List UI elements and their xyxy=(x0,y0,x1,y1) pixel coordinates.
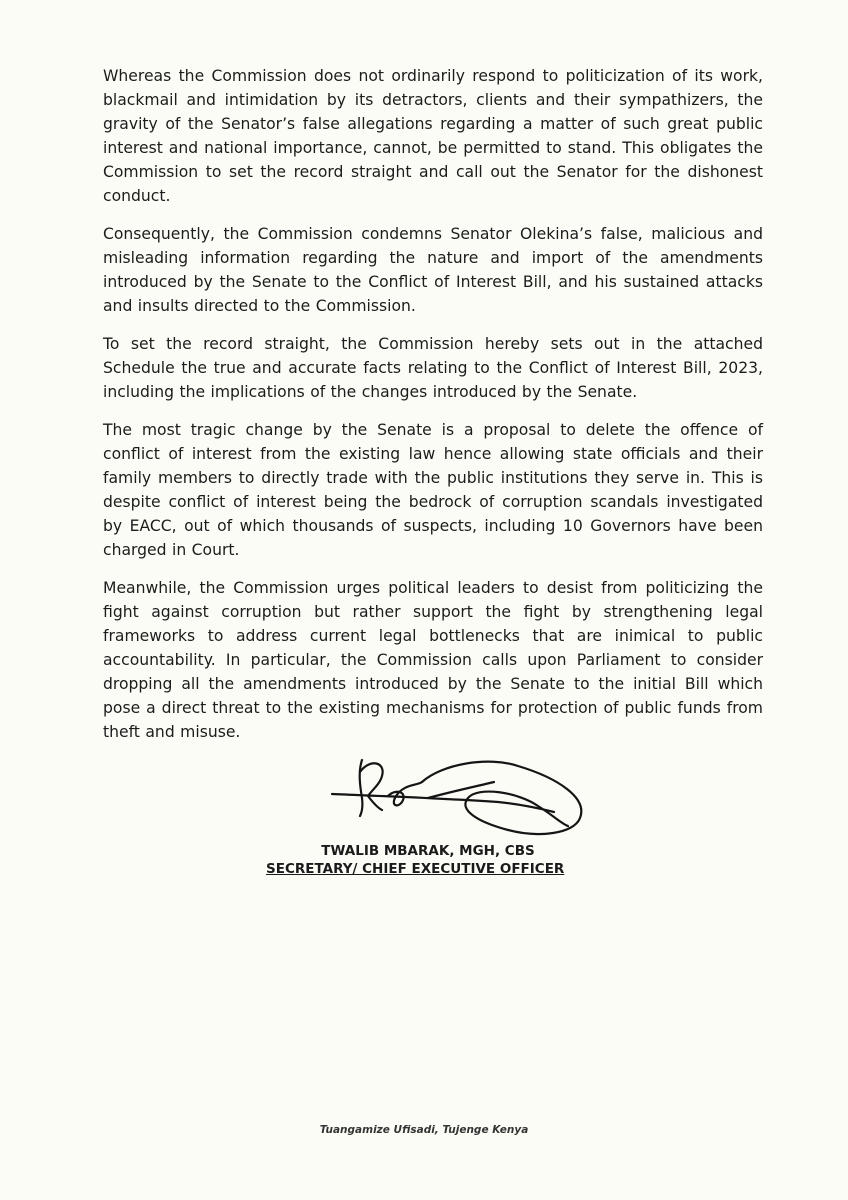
paragraph-1: Whereas the Commission does not ordinarily respond to politicization of its work, blackmail and intimidation by its detractors, clients and their sympathizers, the gravity of the Senator’s false allegations regarding a matter of such great public interest and national importance, cannot, be permitted to stand. This obligates the Commission to set the record straight and call out the Senator for the dishonest conduct. xyxy=(103,67,763,205)
paragraph-3: To set the record straight, the Commission hereby sets out in the attached Schedule the true and accurate facts relating to the Conflict of Interest Bill, 2023, including the implications of the changes introduced by the Senate. xyxy=(103,335,763,401)
signatory-name: TWALIB MBARAK, MGH, CBS xyxy=(321,843,535,859)
paragraph-2: Consequently, the Commission condemns Senator Olekina’s false, malicious and misleading information regarding the nature and import of the amendments introduced by the Senate to the Conflict of Interest Bill, and his sustained attacks and insults directed to the Commission. xyxy=(103,225,763,315)
handwritten-signature xyxy=(318,752,608,852)
footer-motto: Tuangamize Ufisadi, Tujenge Kenya xyxy=(319,1124,529,1136)
paragraph-4: The most tragic change by the Senate is a proposal to delete the offence of conflict of interest from the existing law hence allowing state officials and their family members to directly trade with the public institutions they serve in. This is despite conflict of interest being the bedrock of corruption scandals investigated by EACC, out of which thousands of suspects, including 10 Governors have been charged in Court. xyxy=(103,421,763,559)
document-body xyxy=(103,64,763,758)
signatory-title: SECRETARY/ CHIEF EXECUTIVE OFFICER xyxy=(266,861,565,877)
paragraph-5: Meanwhile, the Commission urges political leaders to desist from politicizing the fight against corruption but rather support the fight by strengthening legal frameworks to address current legal bottlenecks that are inimical to public accountability. In particular, the Commission calls upon Parliament to consider dropping all the amendments introduced by the Senate to the initial Bill which pose a direct threat to the existing mechanisms for protection of public funds from theft and misuse. xyxy=(103,579,763,741)
